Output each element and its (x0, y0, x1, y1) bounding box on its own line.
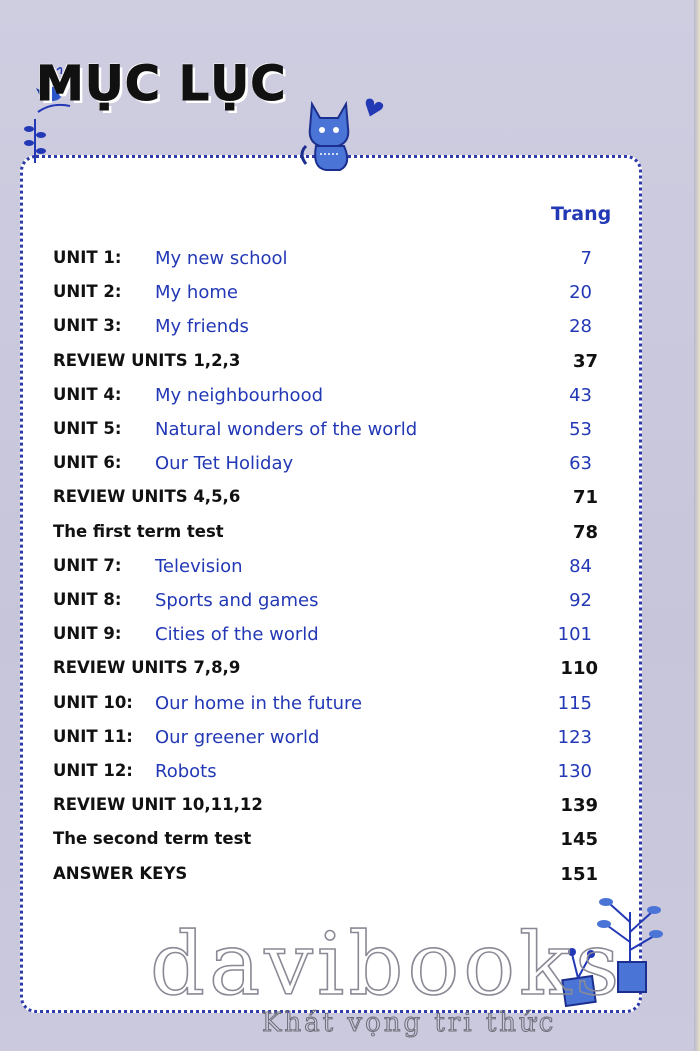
toc-entry-title: My home (155, 282, 238, 304)
toc-entry-title: Our greener world (155, 726, 320, 748)
toc-entry-label: UNIT 10: (53, 692, 133, 712)
toc-entry-page: 63 (569, 453, 592, 475)
cat-icon (298, 98, 368, 173)
toc-row (0, 522, 700, 552)
toc-entry-page: 139 (560, 795, 598, 817)
toc-row (0, 864, 700, 894)
toc-entry-title: My new school (155, 248, 288, 269)
watermark-tagline: Khát vọng tri thức (262, 1008, 557, 1038)
toc-entry-page: 92 (569, 590, 592, 611)
toc-row (0, 316, 700, 346)
toc-row (0, 829, 700, 859)
toc-entry-page: 37 (572, 350, 598, 372)
toc-row (0, 487, 700, 517)
toc-entry-title: My friends (155, 316, 249, 338)
toc-entry-page: 78 (572, 521, 598, 543)
toc-entry-label: UNIT 5: (53, 419, 122, 438)
toc-row (0, 795, 700, 825)
toc-entry-title: Cities of the world (155, 624, 319, 646)
toc-entry-page: 71 (572, 487, 598, 509)
toc-entry-label: UNIT 6: (53, 453, 122, 473)
toc-entry-title: Natural wonders of the world (155, 419, 418, 440)
toc-row (0, 351, 700, 381)
toc-row (0, 385, 700, 415)
toc-entry-page: 115 (557, 692, 592, 714)
leaf-sprig-icon (20, 115, 50, 165)
toc-entry-label: REVIEW UNITS 7,8,9 (53, 658, 241, 678)
toc-entry-title: Our home in the future (155, 692, 363, 714)
toc-row (0, 693, 700, 723)
toc-entry-label: UNIT 4: (53, 384, 122, 404)
toc-entry-page: 28 (569, 316, 592, 338)
toc-entry-label: UNIT 1: (53, 248, 122, 267)
toc-row (0, 761, 700, 791)
toc-row (0, 624, 700, 654)
toc-row (0, 248, 700, 278)
toc-entry-title: Sports and games (155, 590, 319, 611)
toc-row (0, 419, 700, 449)
toc-entry-label: The second term test (53, 829, 252, 849)
toc-entry-page: 110 (560, 658, 598, 680)
toc-entry-label: REVIEW UNITS 4,5,6 (53, 487, 241, 507)
toc-entry-label: UNIT 2: (53, 282, 122, 302)
toc-entry-label: UNIT 7: (53, 555, 122, 575)
toc-entry-page: 20 (569, 282, 592, 304)
toc-entry-page: 130 (557, 761, 592, 782)
toc-entry-title: Television (155, 555, 243, 577)
toc-entry-title: Our Tet Holiday (155, 453, 294, 475)
toc-entry-label: UNIT 8: (53, 590, 122, 609)
toc-entry-page: 145 (560, 829, 598, 851)
toc-entry-label: REVIEW UNITS 1,2,3 (53, 350, 241, 370)
toc-entry-label: UNIT 3: (53, 316, 122, 336)
toc-row (0, 453, 700, 483)
toc-entry-page: 151 (560, 863, 598, 885)
toc-entry-page: 84 (569, 555, 592, 577)
heart-icon (362, 97, 384, 119)
toc-entry-label: UNIT 11: (53, 726, 133, 746)
toc-entry-label: ANSWER KEYS (53, 863, 188, 883)
toc-row (0, 727, 700, 757)
toc-entry-label: UNIT 9: (53, 624, 122, 644)
page-title: MỤC LỤC (36, 56, 287, 112)
toc-entry-page: 53 (569, 419, 592, 440)
toc-row (0, 282, 700, 312)
toc-entry-page: 101 (557, 624, 592, 646)
toc-row (0, 590, 700, 620)
toc-entry-page: 123 (557, 726, 592, 748)
toc-entry-label: UNIT 12: (53, 761, 133, 780)
toc-entry-title: My neighbourhood (155, 384, 324, 406)
toc-entry-title: Robots (155, 761, 217, 782)
toc-row (0, 658, 700, 688)
watermark-brand: davibooks (150, 915, 624, 1015)
toc-entry-label: REVIEW UNIT 10,11,12 (53, 795, 263, 815)
toc-entry-label: The first term test (53, 521, 224, 541)
toc-row (0, 556, 700, 586)
toc-entry-page: 43 (569, 384, 592, 406)
page-column-header: Trang (551, 203, 612, 225)
toc-entry-page: 7 (580, 248, 592, 269)
